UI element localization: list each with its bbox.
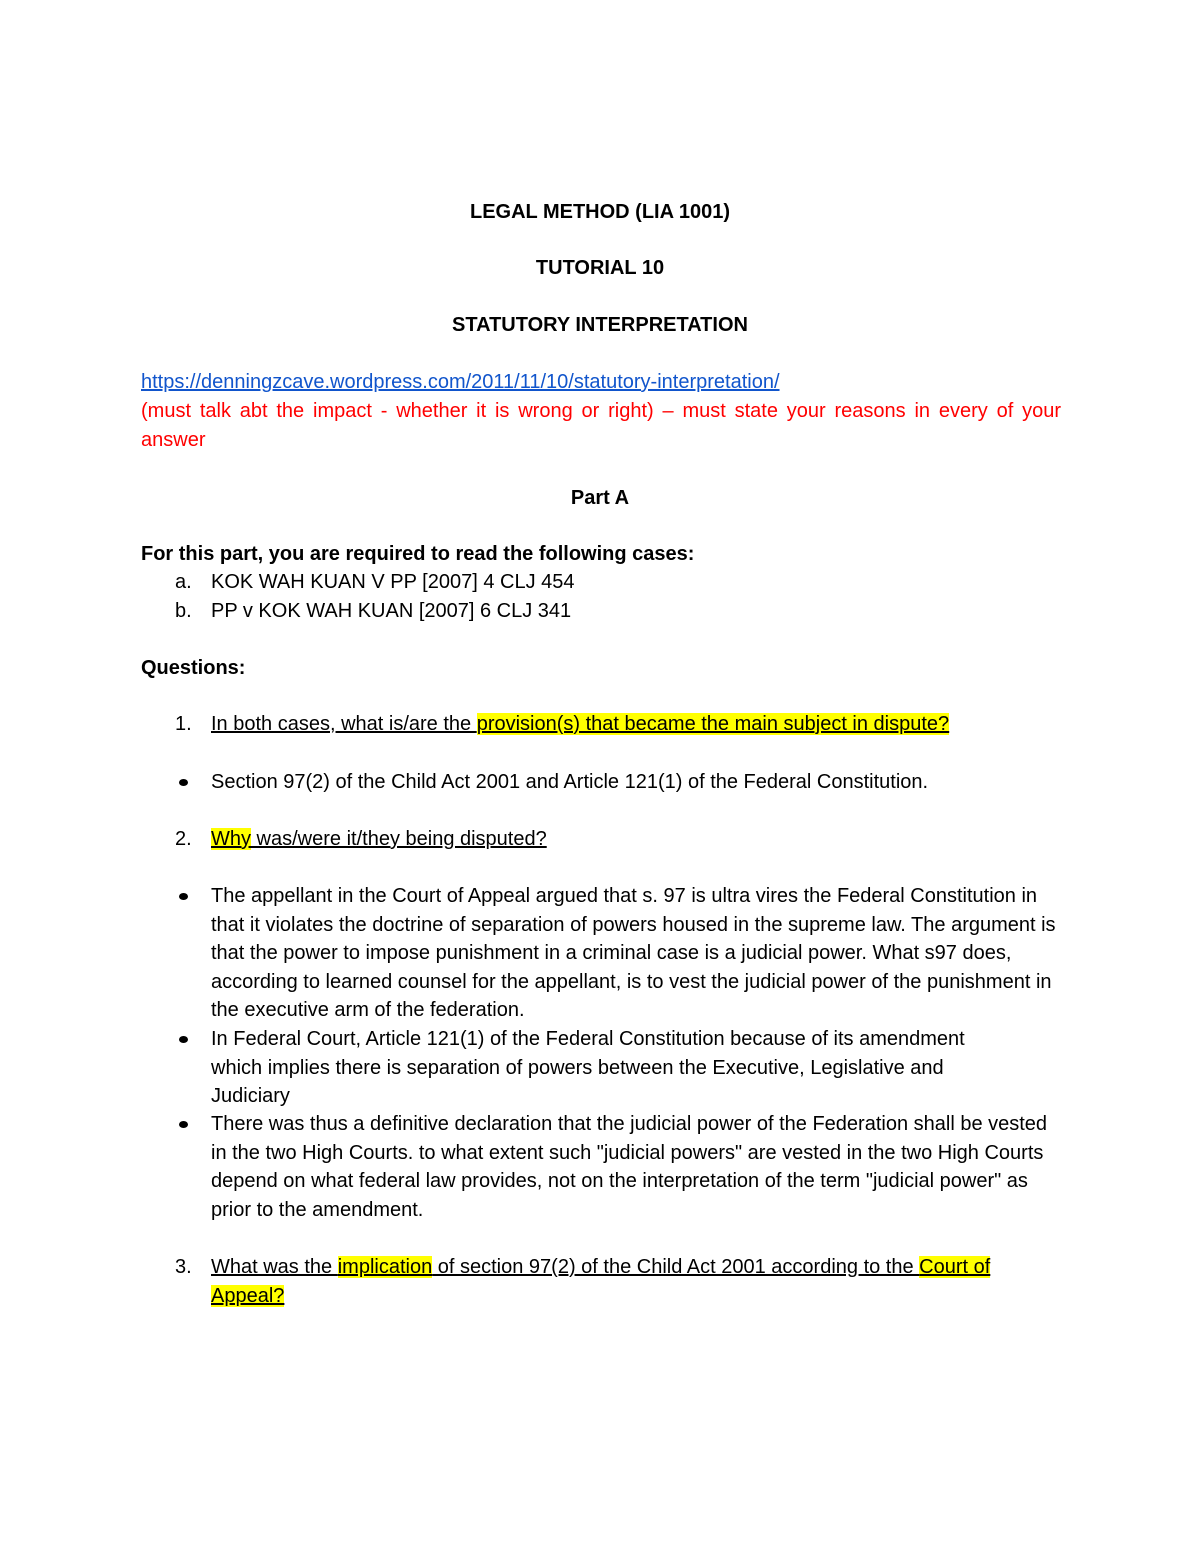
case-marker: b. <box>175 600 192 622</box>
question-plain-text: In both cases, what is/are the <box>211 713 477 735</box>
question-1 <box>141 710 1061 739</box>
answer-bullet <box>141 768 1061 797</box>
topic-title: STATUTORY INTERPRETATION <box>452 314 748 336</box>
question-text <box>211 1253 1061 1310</box>
question-highlight-text: Why <box>211 828 251 850</box>
bullet-icon <box>179 1121 188 1128</box>
bullet-icon <box>179 893 188 900</box>
question-highlight-text: provision(s) that became the main subject in dispute? <box>476 713 950 735</box>
question-highlight-text: implication <box>337 1256 433 1278</box>
question-2 <box>141 825 1061 854</box>
part-instruction: For this part, you are required to read the following cases: <box>141 543 695 565</box>
answer-text: The appellant in the Court of Appeal argued that s. 97 is ultra vires the Federal Constitution in that it violates the doctrine of separation of powers housed in the supreme law. The argument is that the power to impose punishment in a criminal case is a judicial power. What s97 does, according to learned counsel for the appellant, is to vest the judicial power of the punishment in the executive arm of the federation. <box>211 885 1056 1021</box>
part-title: Part A <box>570 487 630 509</box>
question-plain-text: What was the <box>211 1256 338 1278</box>
answer-text: Section 97(2) of the Child Act 2001 and Article 121(1) of the Federal Constitution. <box>211 771 929 793</box>
tutorial-title: TUTORIAL 10 <box>535 257 665 279</box>
case-citation: KOK WAH KUAN V PP [2007] 4 CLJ 454 <box>211 571 575 593</box>
case-marker: a. <box>175 571 192 593</box>
course-title: LEGAL METHOD (LIA 1001) <box>469 201 731 223</box>
instruction-note: (must talk abt the impact - whether it is wrong or right) – must state your reasons in every of your answer <box>141 400 1061 451</box>
case-item <box>141 597 1061 626</box>
answer-text: In Federal Court, Article 121(1) of the Federal Constitution because of its amendment which implies there is separation of powers between the Executive, Legislative and Judiciary <box>211 1028 965 1107</box>
reference-link[interactable]: https://denningzcave.wordpress.com/2011/11/10/statutory-interpretation/ <box>141 371 780 393</box>
question-number: 2. <box>175 828 192 850</box>
answer-text: There was thus a definitive declaration that the judicial power of the Federation shall be vested in the two High Courts. to what extent such "judicial powers" are vested in the two High Courts depend on what federal law provides, not on the interpretation of the term "judicial power" as prior to the amendment. <box>211 1113 1048 1221</box>
question-text <box>211 825 1061 854</box>
question-plain-text: of section 97(2) of the Child Act 2001 according to the <box>432 1256 920 1278</box>
answer-bullet <box>141 1025 1061 1111</box>
question-number: 3. <box>175 1256 192 1278</box>
question-text <box>211 710 1061 739</box>
question-3 <box>141 1253 1061 1310</box>
case-item <box>141 568 1061 597</box>
question-highlight-text: Court of Appeal? <box>211 1256 991 1307</box>
reference-link-row <box>141 368 1061 397</box>
bullet-icon <box>179 779 188 786</box>
question-number: 1. <box>175 713 192 735</box>
answer-bullet <box>141 882 1061 1025</box>
bullet-icon <box>179 1036 188 1043</box>
answer-bullet <box>141 1110 1061 1224</box>
question-plain-text: was/were it/they being disputed? <box>251 828 547 850</box>
case-citation: PP v KOK WAH KUAN [2007] 6 CLJ 341 <box>211 600 572 622</box>
questions-heading: Questions: <box>141 657 246 679</box>
